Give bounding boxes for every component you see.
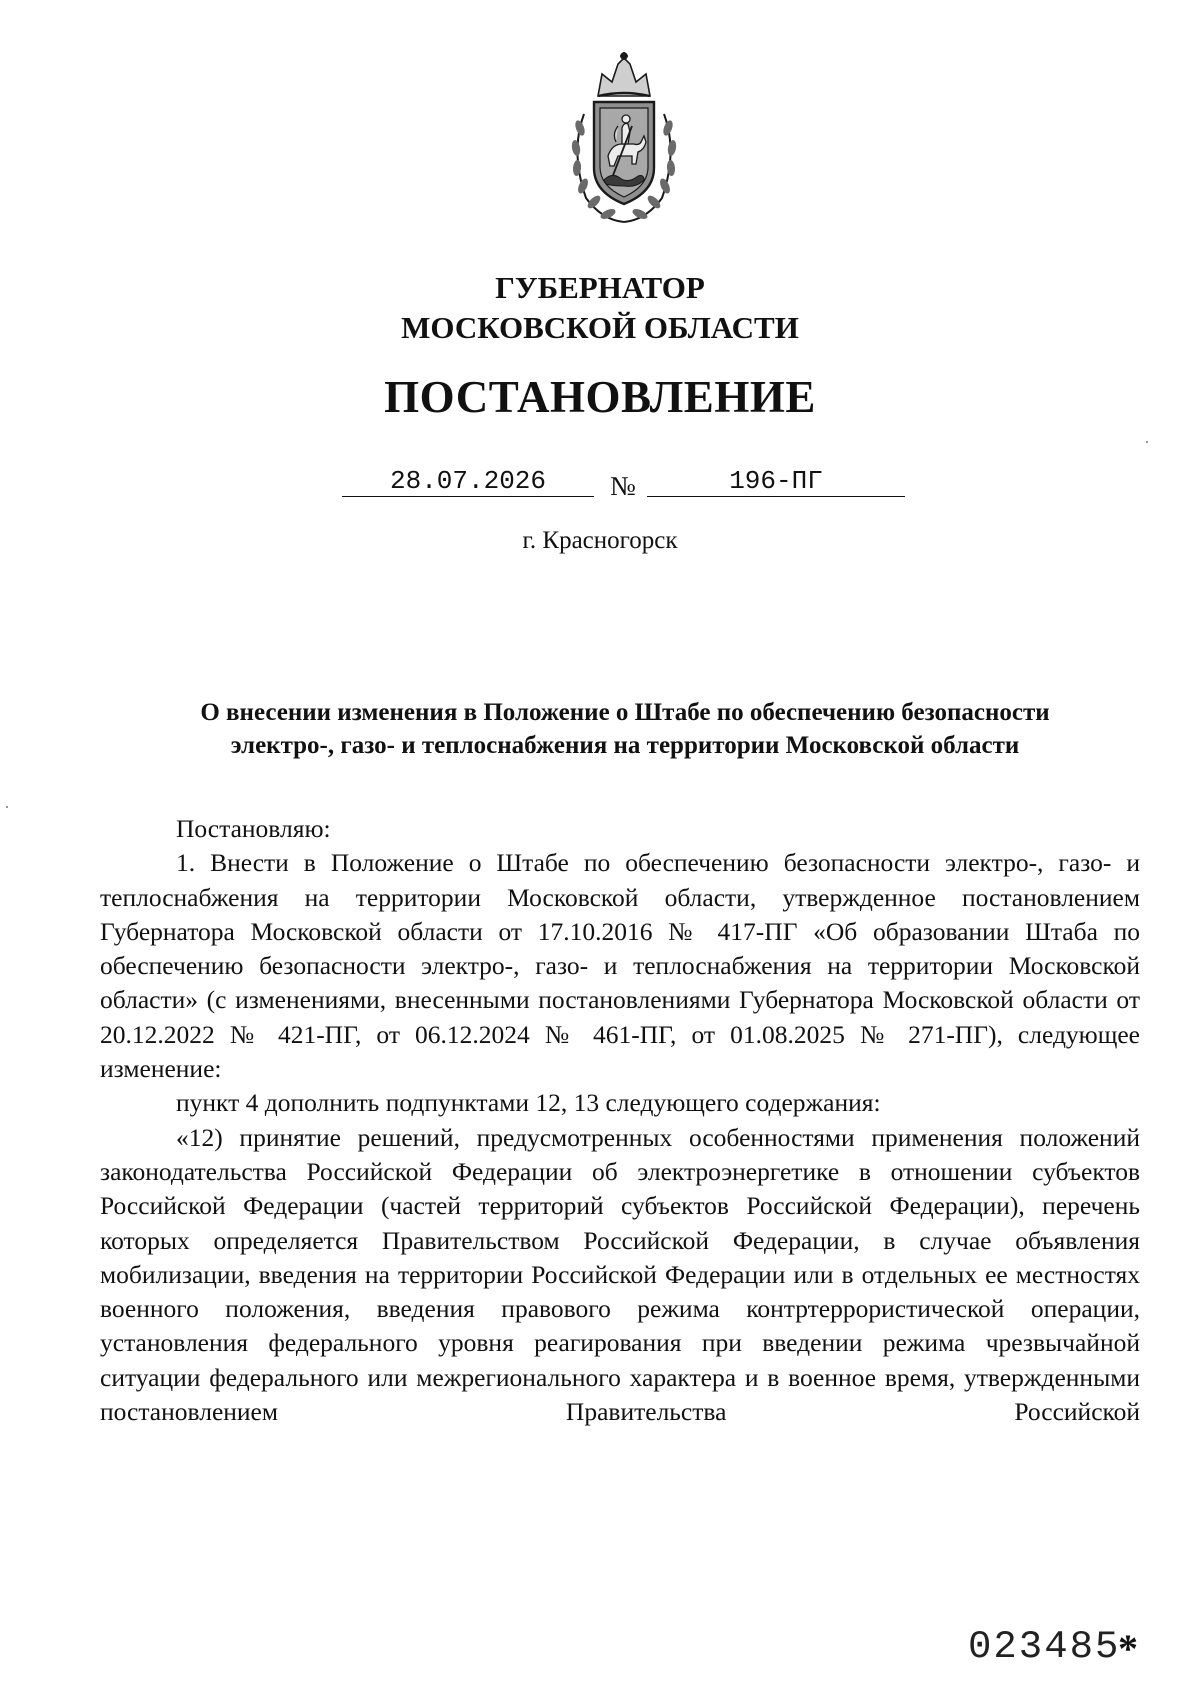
authority-line-1: ГУБЕРНАТОР: [495, 270, 705, 305]
scan-speck: [1146, 441, 1148, 443]
scan-speck: [6, 806, 8, 808]
place-of-issue: г. Красногорск: [522, 527, 678, 554]
serial-number: 023485: [968, 1625, 1121, 1669]
issuing-authority: [0, 268, 1200, 348]
coat-of-arms-emblem: [558, 52, 690, 224]
number-sign: №: [610, 471, 636, 501]
title-line-2: электро-, газо- и теплоснабжения на территории Московской области: [230, 732, 1020, 759]
serial-star-mark: *: [1118, 1626, 1138, 1671]
authority-line-2: МОСКОВСКОЙ ОБЛАСТИ: [401, 310, 799, 345]
item-1-subparagraph: пункт 4 дополнить подпунктами 12, 13 следующего содержания:: [176, 1088, 881, 1118]
document-title: [100, 696, 1150, 762]
item-1-quoted-paragraph: «12) принятие решений, предусмотренных особенностями применения положений законодательства Российской Федерации об электроэнергетике в отношении субъектов Российской Федерации (частей территорий субъектов Российской Федерации), перечень которых определяется Правительством Российской Федерации, в случае объявления мобилизации, введения на территории Российской Федерации или в отдельных ее местностях военного положения, введения правового режима контртеррористической операции, установления федерального уровня реагирования при введении режима чрезвычайной ситуации федерального или межрегионального характера и в военное время, утвержденными постановлением Правительства Российской: [100, 1122, 1140, 1427]
decree-word: Постановляю:: [176, 814, 331, 843]
title-line-1: О внесении изменения в Положение о Штабе по обеспечению безопасности: [200, 699, 1050, 726]
item-1-paragraph: 1. Внести в Положение о Штабе по обеспечению безопасности электро-, газо- и теплоснабжения на территории Московской области, утвержденное постановлением Губернатора Московской области от 17.10.2016 № 417-ПГ «Об образовании Штаба по обеспечению безопасности электро-, газо- и теплоснабжения на территории Московской области» (с изменениями, внесенными постановлениями Губернатора Московской области от 20.12.2022 № 421-ПГ, от 06.12.2024 № 461-ПГ, от 01.08.2025 № 271-ПГ), следующее изменение:: [100, 848, 1140, 1084]
document-body: [100, 812, 1140, 1429]
document-number: 196-ПГ: [647, 466, 905, 497]
document-type-heading: ПОСТАНОВЛЕНИЕ: [384, 372, 816, 422]
document-date: 28.07.2026: [342, 466, 594, 497]
